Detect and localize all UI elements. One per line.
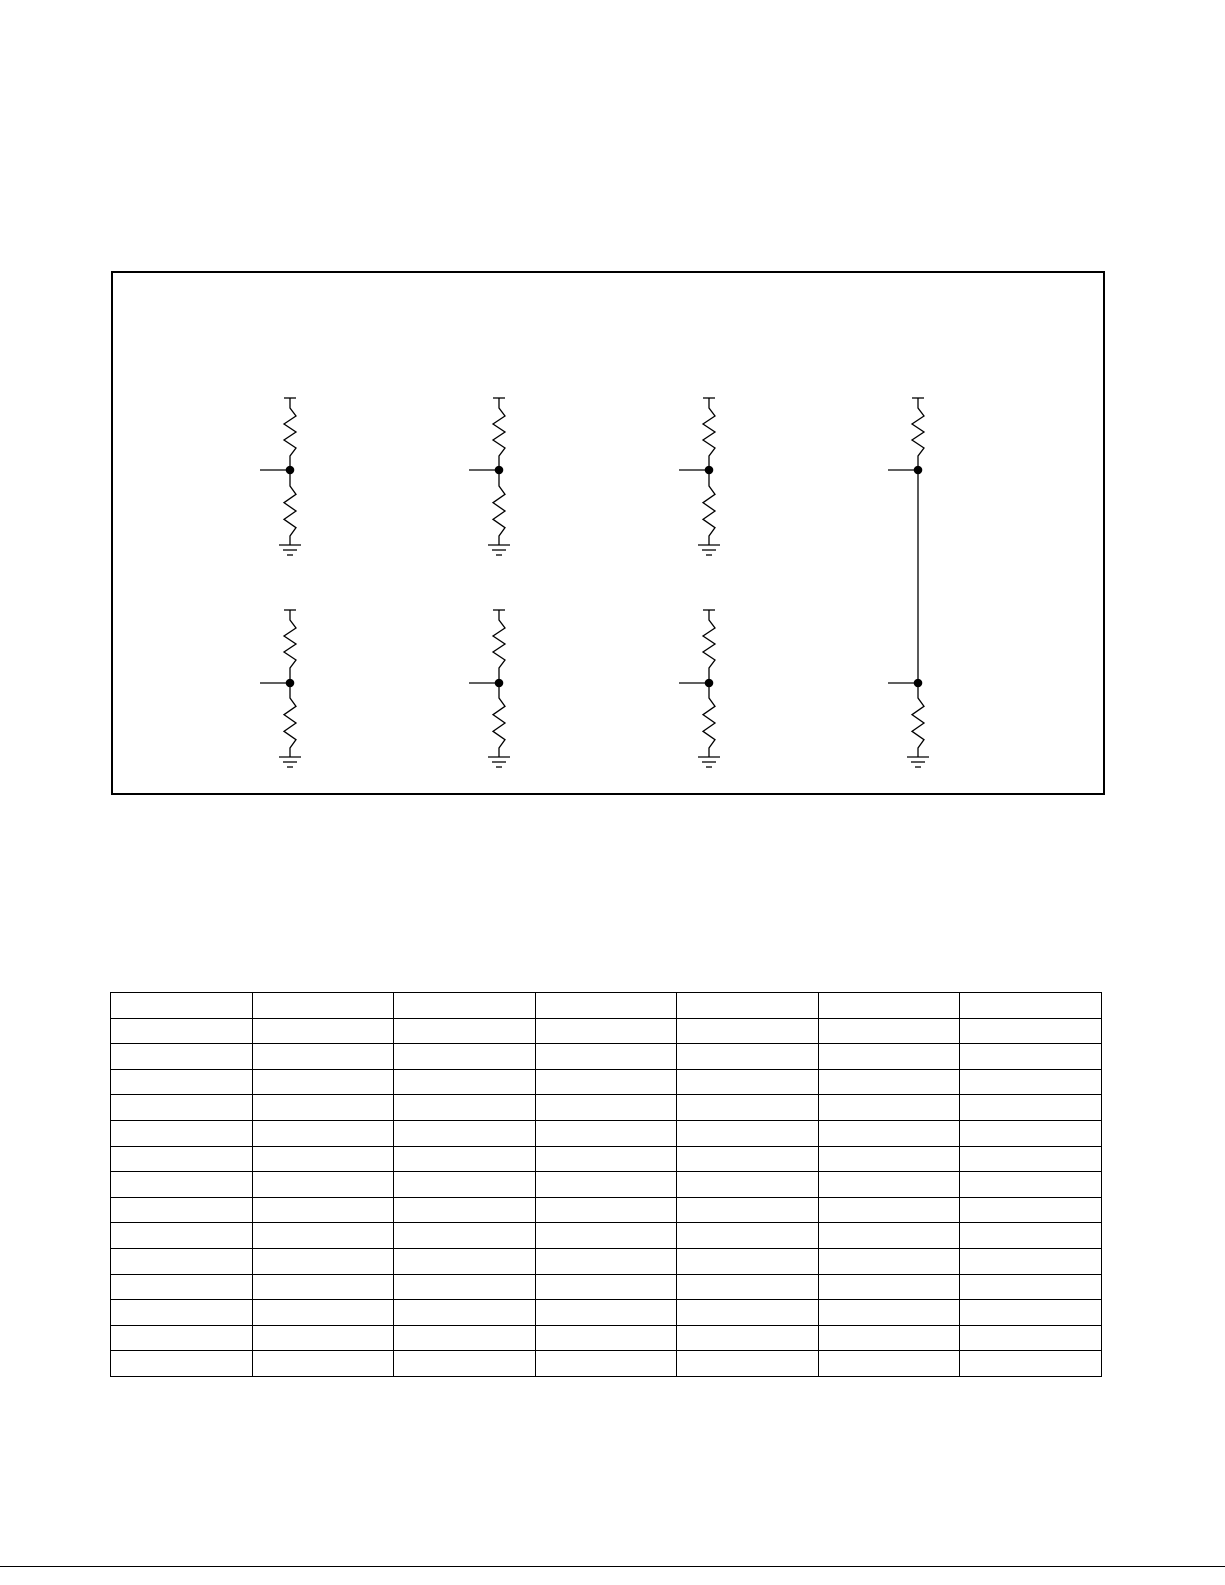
table-cell bbox=[111, 1325, 253, 1351]
table-cell bbox=[818, 1120, 960, 1146]
table-cell bbox=[677, 1197, 819, 1223]
table-cell bbox=[960, 1095, 1102, 1121]
table-cell bbox=[252, 1351, 394, 1377]
table-cell bbox=[394, 1172, 536, 1198]
table-cell bbox=[394, 1274, 536, 1300]
table-cell bbox=[818, 1095, 960, 1121]
table-cell bbox=[394, 1120, 536, 1146]
table-cell bbox=[535, 1095, 677, 1121]
table-cell bbox=[818, 1248, 960, 1274]
table-cell bbox=[677, 1120, 819, 1146]
table-cell bbox=[252, 1300, 394, 1326]
table-cell bbox=[252, 1223, 394, 1249]
table-cell bbox=[111, 1274, 253, 1300]
table-cell bbox=[535, 993, 677, 1019]
table-cell bbox=[394, 1197, 536, 1223]
table-row bbox=[111, 1095, 1102, 1121]
table-cell bbox=[535, 1044, 677, 1070]
table-cell bbox=[252, 1248, 394, 1274]
table-row bbox=[111, 1197, 1102, 1223]
table-cell bbox=[252, 1146, 394, 1172]
table-cell bbox=[394, 1069, 536, 1095]
table-cell bbox=[960, 1172, 1102, 1198]
table-cell bbox=[111, 1248, 253, 1274]
table-cell bbox=[394, 1223, 536, 1249]
table-cell bbox=[960, 1351, 1102, 1377]
table-cell bbox=[111, 1146, 253, 1172]
table-cell bbox=[394, 1018, 536, 1044]
table-cell bbox=[111, 1044, 253, 1070]
table-cell bbox=[677, 1095, 819, 1121]
data-table bbox=[110, 992, 1102, 1377]
table-cell bbox=[960, 1069, 1102, 1095]
table-cell bbox=[535, 1146, 677, 1172]
table-cell bbox=[535, 1325, 677, 1351]
table-cell bbox=[252, 1274, 394, 1300]
table-cell bbox=[677, 1248, 819, 1274]
table-cell bbox=[960, 1248, 1102, 1274]
table-cell bbox=[960, 1146, 1102, 1172]
table-row bbox=[111, 1223, 1102, 1249]
table-cell bbox=[960, 1044, 1102, 1070]
table-cell bbox=[818, 1172, 960, 1198]
page-bottom-rule bbox=[0, 1566, 1225, 1567]
table-cell bbox=[394, 1351, 536, 1377]
table-cell bbox=[677, 1300, 819, 1326]
table-cell bbox=[535, 1274, 677, 1300]
table-row bbox=[111, 1018, 1102, 1044]
table-cell bbox=[960, 1300, 1102, 1326]
table-cell bbox=[111, 1223, 253, 1249]
table-cell bbox=[394, 1095, 536, 1121]
table-row bbox=[111, 1325, 1102, 1351]
table-cell bbox=[818, 1300, 960, 1326]
table-cell bbox=[111, 1197, 253, 1223]
table-cell bbox=[252, 1044, 394, 1070]
table-cell bbox=[394, 1300, 536, 1326]
table-cell bbox=[252, 1325, 394, 1351]
table-cell bbox=[677, 1325, 819, 1351]
table-cell bbox=[960, 1018, 1102, 1044]
table-cell bbox=[252, 1018, 394, 1044]
table-cell bbox=[960, 1197, 1102, 1223]
table-cell bbox=[111, 1351, 253, 1377]
table-cell bbox=[394, 1248, 536, 1274]
table-cell bbox=[111, 1172, 253, 1198]
table-cell bbox=[252, 1069, 394, 1095]
table-cell bbox=[818, 1146, 960, 1172]
table-cell bbox=[818, 1018, 960, 1044]
table-cell bbox=[394, 1044, 536, 1070]
table-cell bbox=[818, 993, 960, 1019]
table-cell bbox=[535, 1248, 677, 1274]
table-cell bbox=[535, 1018, 677, 1044]
table-row bbox=[111, 1044, 1102, 1070]
table-row bbox=[111, 993, 1102, 1019]
table-row bbox=[111, 1146, 1102, 1172]
table-row bbox=[111, 1351, 1102, 1377]
table-cell bbox=[394, 1325, 536, 1351]
table-cell bbox=[677, 1172, 819, 1198]
table-cell bbox=[535, 1120, 677, 1146]
table-cell bbox=[677, 1069, 819, 1095]
table-cell bbox=[535, 1197, 677, 1223]
table-cell bbox=[252, 993, 394, 1019]
table-cell bbox=[252, 1172, 394, 1198]
table-cell bbox=[535, 1172, 677, 1198]
table-cell bbox=[535, 1351, 677, 1377]
table-cell bbox=[252, 1197, 394, 1223]
table-cell bbox=[111, 1300, 253, 1326]
table-cell bbox=[960, 1223, 1102, 1249]
schematic-frame bbox=[111, 271, 1105, 795]
table-cell bbox=[111, 1095, 253, 1121]
table-cell bbox=[677, 1044, 819, 1070]
table-cell bbox=[111, 1018, 253, 1044]
table-cell bbox=[111, 993, 253, 1019]
table-cell bbox=[960, 993, 1102, 1019]
table-cell bbox=[818, 1351, 960, 1377]
table-cell bbox=[111, 1120, 253, 1146]
table-cell bbox=[818, 1274, 960, 1300]
table-cell bbox=[818, 1044, 960, 1070]
table-row bbox=[111, 1248, 1102, 1274]
table-cell bbox=[818, 1069, 960, 1095]
table-cell bbox=[677, 993, 819, 1019]
table-cell bbox=[818, 1223, 960, 1249]
table-cell bbox=[535, 1069, 677, 1095]
table-row bbox=[111, 1120, 1102, 1146]
table-cell bbox=[677, 1223, 819, 1249]
table-cell bbox=[677, 1351, 819, 1377]
table-cell bbox=[677, 1018, 819, 1044]
table-cell bbox=[111, 1069, 253, 1095]
table-cell bbox=[818, 1197, 960, 1223]
table-cell bbox=[252, 1095, 394, 1121]
table-row bbox=[111, 1300, 1102, 1326]
table-cell bbox=[535, 1223, 677, 1249]
table-cell bbox=[960, 1274, 1102, 1300]
table-cell bbox=[535, 1300, 677, 1326]
table-cell bbox=[394, 1146, 536, 1172]
table-cell bbox=[252, 1120, 394, 1146]
table-row bbox=[111, 1274, 1102, 1300]
table-row bbox=[111, 1172, 1102, 1198]
table-cell bbox=[677, 1274, 819, 1300]
table-cell bbox=[960, 1120, 1102, 1146]
table-cell bbox=[394, 993, 536, 1019]
table-cell bbox=[818, 1325, 960, 1351]
table-row bbox=[111, 1069, 1102, 1095]
table-cell bbox=[677, 1146, 819, 1172]
table-cell bbox=[960, 1325, 1102, 1351]
